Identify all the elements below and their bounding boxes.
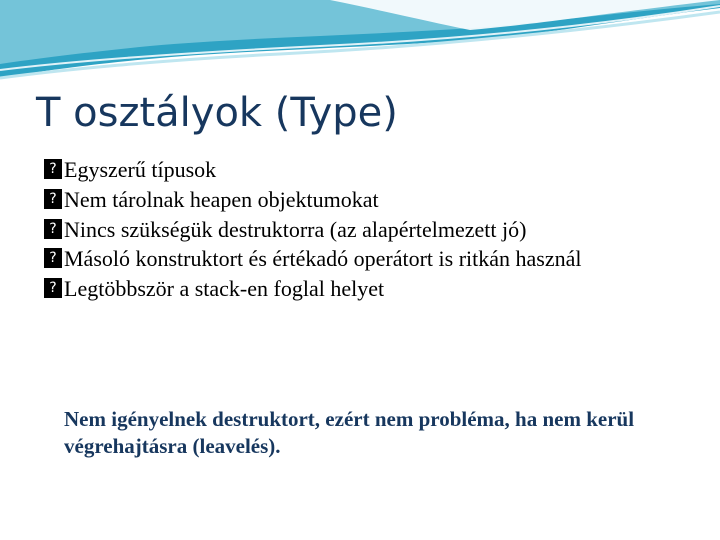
- bullet-text: Nem tárolnak heapen objektumokat: [64, 186, 379, 212]
- bullet-item: [44, 275, 694, 302]
- bullet-marker-icon: ?: [44, 189, 62, 209]
- bullet-text: Nincs szükségük destruktorra (az alapértelmezett jó): [64, 216, 527, 242]
- bullet-item: [44, 156, 694, 183]
- bullet-text: Egyszerű típusok: [64, 157, 217, 182]
- bullet-marker-icon: ?: [44, 248, 62, 268]
- bullet-marker-icon: ?: [44, 219, 62, 239]
- bullet-item: [44, 186, 694, 213]
- decorative-wave-header: [0, 0, 720, 90]
- bullet-text: Másoló konstruktort és értékadó operátort is ritkán használ: [64, 246, 582, 272]
- bullet-item: [44, 245, 694, 272]
- bullet-marker-icon: ?: [44, 278, 62, 298]
- note-text: Nem igényelnek destruktort, ezért nem probléma, ha nem kerül végrehajtásra (leavelés).: [64, 407, 635, 458]
- bullet-text: Legtöbbször a stack-en foglal helyet: [64, 276, 385, 302]
- bullet-item: [44, 216, 694, 243]
- slide-title: T osztályok (Type): [36, 90, 398, 136]
- bullet-list: [44, 156, 694, 305]
- bullet-marker-icon: ?: [44, 159, 62, 179]
